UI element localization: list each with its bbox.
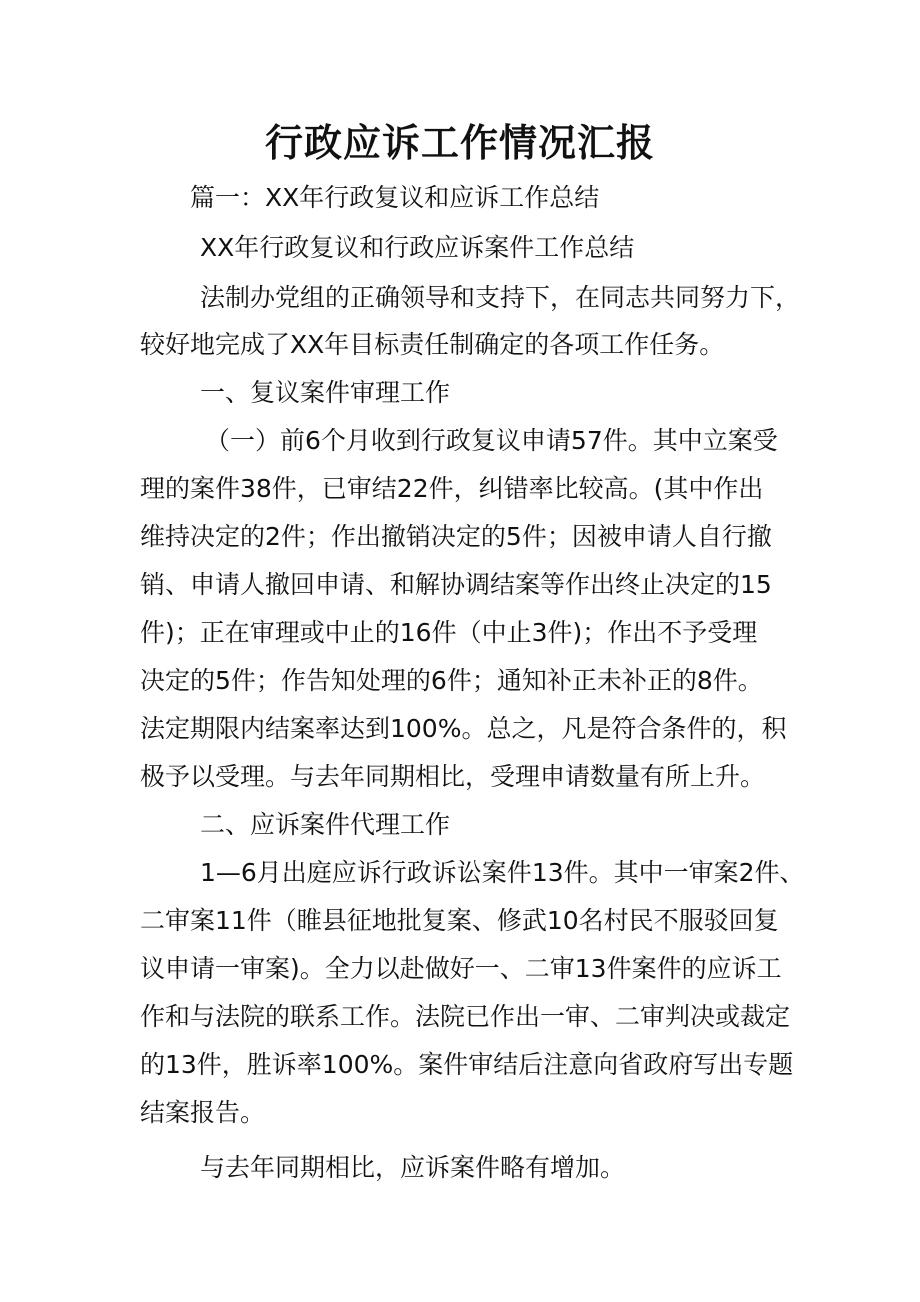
paragraph-line: 决定的5件；作告知处理的6件；通知补正未补正的8件。: [140, 666, 763, 695]
paragraph-line: 较好地完成了XX年目标责任制确定的各项工作任务。: [140, 330, 725, 359]
paragraph-line: 法制办党组的正确领导和支持下，在同志共同努力下，: [200, 283, 801, 312]
paragraph-line: 维持决定的2件；作出撤销决定的5件；因被申请人自行撤: [140, 522, 772, 551]
paragraph-line: 的13件，胜诉率100%。案件审结后注意向省政府写出专题: [140, 1050, 794, 1079]
paragraph-line: 议申请一审案)。全力以赴做好一、二审13件案件的应诉工: [140, 954, 782, 983]
paragraph-line: 法定期限内结案率达到100%。总之，凡是符合条件的，积: [140, 714, 787, 743]
paragraph-line: 作和与法院的联系工作。法院已作出一审、二审判决或裁定: [140, 1002, 791, 1031]
paragraph-line: 与去年同期相比，应诉案件略有增加。: [200, 1153, 626, 1182]
paragraph-line: 极予以受理。与去年同期相比，受理申请数量有所上升。: [140, 762, 766, 791]
section-heading-litigation-cases: 二、应诉案件代理工作: [200, 810, 451, 839]
paragraph-line: （一）前6个月收到行政复议申请57件。其中立案受: [205, 426, 778, 455]
paragraph-line: 1—6月出庭应诉行政诉讼案件13件。其中一审案2件、: [200, 858, 805, 887]
paragraph-line: 二审案11件（睢县征地批复案、修武10名村民不服驳回复: [140, 906, 779, 935]
section-heading-part-one: 篇一：XX年行政复议和应诉工作总结: [190, 183, 600, 212]
paragraph-line: 件)；正在审理或中止的16件（中止3件)；作出不予受理: [140, 618, 758, 647]
paragraph-line: 理的案件38件，已审结22件，纠错率比较高。(其中作出: [140, 474, 764, 503]
section-heading-review-cases: 一、复议案件审理工作: [200, 378, 451, 407]
paragraph-line: 销、申请人撤回申请、和解协调结案等作出终止决定的15: [140, 570, 772, 599]
document-title: 行政应诉工作情况汇报: [264, 120, 655, 165]
summary-subtitle: XX年行政复议和行政应诉案件工作总结: [200, 233, 635, 262]
paragraph-line: 结案报告。: [140, 1098, 266, 1127]
